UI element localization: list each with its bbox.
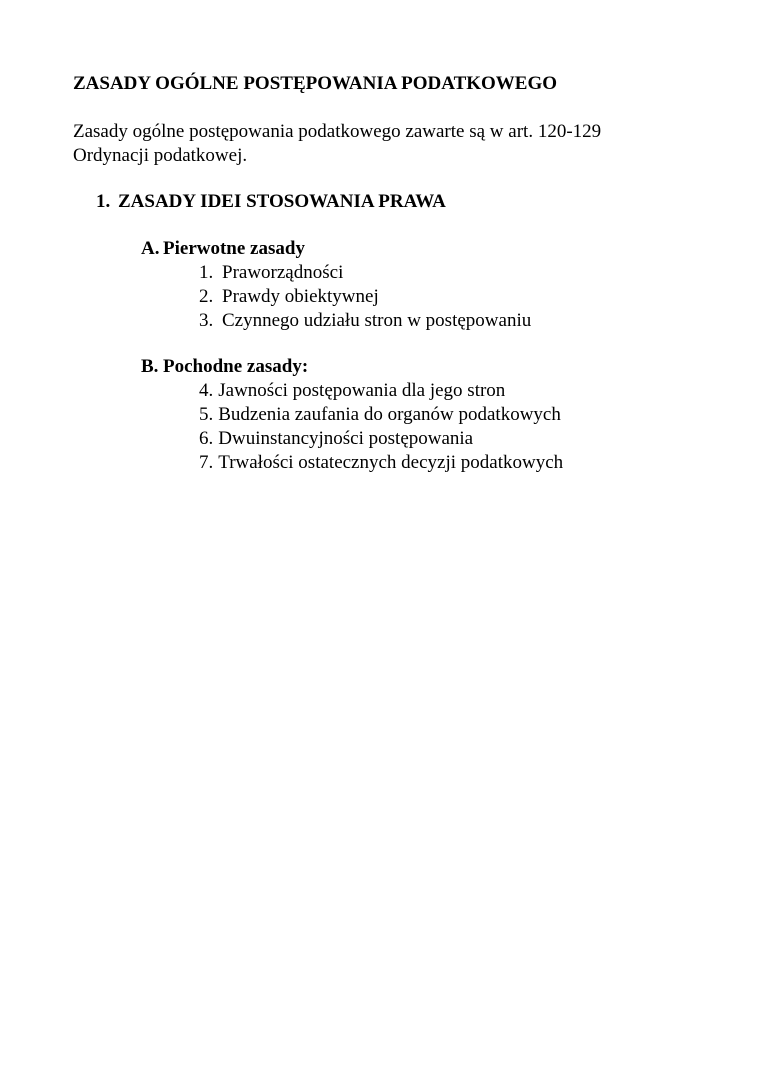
intro-paragraph — [73, 120, 673, 168]
subsection-title: Pierwotne zasady — [163, 238, 305, 259]
section-title: ZASADY IDEI STOSOWANIA PRAWA — [118, 191, 446, 212]
list-item-text: Trwałości ostatecznych decyzji podatkowych — [218, 452, 564, 473]
list-item-number: 2. — [199, 286, 214, 307]
section-1-heading — [96, 190, 446, 214]
list-item-text: Prawdy obiektywnej — [222, 286, 379, 307]
list-item-text: Praworządności — [222, 262, 344, 283]
list-item-number: 6. — [199, 428, 214, 449]
subsection-a-list — [199, 261, 531, 333]
subsection-b-heading — [141, 355, 308, 379]
list-item — [199, 451, 563, 475]
list-item-number: 4. — [199, 380, 214, 401]
list-item — [199, 403, 563, 427]
list-item-text: Jawności postępowania dla jego stron — [218, 380, 506, 401]
subsection-letter: B. — [141, 356, 159, 377]
list-item — [199, 309, 531, 333]
list-item — [199, 427, 563, 451]
document-title: ZASADY OGÓLNE POSTĘPOWANIA PODATKOWEGO — [73, 73, 558, 94]
subsection-a-heading — [141, 237, 305, 261]
subsection-b-list — [199, 379, 563, 475]
list-item — [199, 379, 563, 403]
list-item — [199, 261, 531, 285]
subsection-letter: A. — [141, 238, 160, 259]
list-item-number: 5. — [199, 404, 214, 425]
list-item-number: 7. — [199, 452, 214, 473]
list-item-text: Budzenia zaufania do organów podatkowych — [218, 404, 561, 425]
list-item-text: Dwuinstancyjności postępowania — [218, 428, 474, 449]
subsection-title: Pochodne zasady: — [163, 356, 309, 377]
list-item-number: 3. — [199, 310, 214, 331]
intro-line: Ordynacji podatkowej. — [73, 145, 248, 166]
list-item-text: Czynnego udziału stron w postępowaniu — [222, 310, 532, 331]
intro-line: Zasady ogólne postępowania podatkowego zawarte są w art. 120-129 — [73, 121, 602, 142]
section-number: 1. — [96, 191, 111, 212]
list-item — [199, 285, 531, 309]
list-item-number: 1. — [199, 262, 214, 283]
